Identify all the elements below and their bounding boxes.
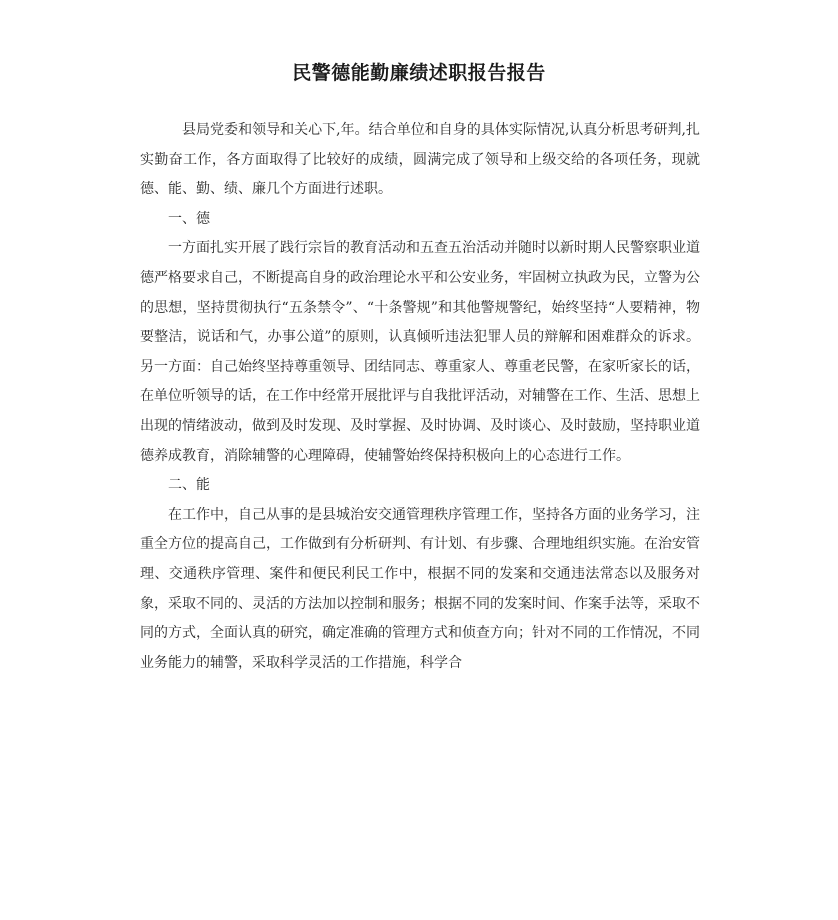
section-paragraph-neng: 在工作中，自己从事的是县城治安交通管理秩序管理工作，坚持各方面的业务学习，注重全方位的提高自己，工作做到有分析研判、有计划、有步骤、合理地组织实施。在治安管理、交通秩序管理、案件和便民利民工作中，根据不同的发案和交通违法常态以及服务对象，采取不同的、灵活的方法加以控制和服务；根据不同的发案时间、作案手法等，采取不同的方式，全面认真的研究，确定准确的管理方式和侦查方向；针对不同的工作情况，不同业务能力的辅警，采取科学灵活的工作措施，科学合 [140, 506, 700, 671]
section-heading-de: 一、德 [168, 210, 210, 227]
section-paragraph-de: 一方面扎实开展了践行宗旨的教育活动和五查五治活动并随时以新时期人民警察职业道德严格要求自己，不断提高自身的政治理论水平和公安业务，牢固树立执政为民，立警为公的思想，坚持贯彻执行“五条禁令”、“十条警规”和其他警规警纪，始终坚持“人要精神，物要整洁，说话和气，办事公道”的原则，认真倾听违法犯罪人员的辩解和困难群众的诉求。另一方面：自己始终坚持尊重领导、团结同志、尊重家人、尊重老民警，在家听家长的话，在单位听领导的话，在工作中经常开展批评与自我批评活动，对辅警在工作、生活、思想上出现的情绪波动，做到及时发现、及时掌握、及时协调、及时谈心、及时鼓励，坚持职业道德养成教育，消除辅警的心理障碍，使辅警始终保持积极向上的心态进行工作。 [140, 240, 700, 464]
intro-paragraph: 县局党委和领导和关心下,年。结合单位和自身的具体实际情况,认真分析思考研判,扎实勤奋工作，各方面取得了比较好的成绩，圆满完成了领导和上级交给的各项任务，现就德、能、勤、绩、廉几个方面进行述职。 [140, 122, 700, 198]
document-body [140, 116, 700, 678]
section-heading-neng: 二、能 [168, 477, 210, 494]
document-title: 民警德能勤廉绩述职报告报告 [292, 62, 546, 84]
